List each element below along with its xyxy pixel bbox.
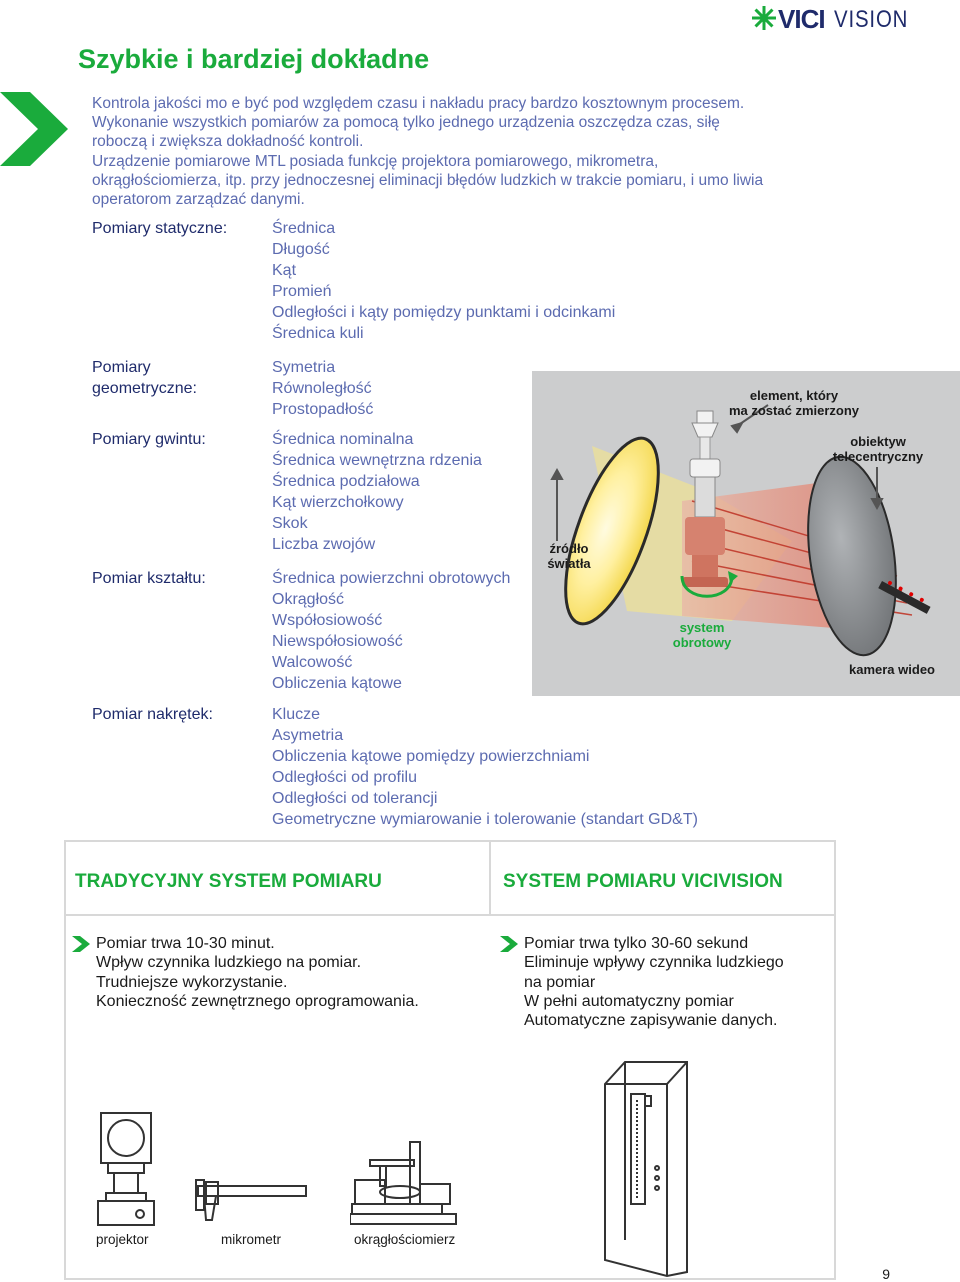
page-title: Szybkie i bardziej dokładne bbox=[78, 44, 430, 74]
list-item: Średnica powierzchni obrotowych bbox=[272, 570, 511, 587]
category-thread-label: Pomiary gwintu: bbox=[92, 431, 206, 448]
intro-line: Wykonanie wszystkich pomiarów za pomocą tylko jednego urządzenia oszczędza czas, siłę bbox=[92, 114, 720, 132]
label-rotary-system: system obrotowy bbox=[672, 620, 732, 650]
list-item: Trudniejsze wykorzystanie. bbox=[96, 973, 288, 991]
list-item: Odległości i kąty pomiędzy punktami i odcinkami bbox=[272, 304, 616, 321]
logo-star-icon bbox=[752, 6, 776, 30]
intro-line: operatorom zarządzać danymi. bbox=[92, 191, 305, 209]
list-item: Współosiowość bbox=[272, 612, 383, 629]
category-static-items bbox=[272, 218, 615, 344]
list-item: Konieczność zewnętrznego oprogramowania. bbox=[96, 992, 419, 1010]
list-item: Kąt wierzchołkowy bbox=[272, 494, 404, 511]
list-item: Okrągłość bbox=[272, 591, 345, 608]
list-item: Pomiar trwa tylko 30-60 sekund bbox=[524, 935, 749, 952]
category-static-label: Pomiary statyczne: bbox=[92, 220, 228, 237]
caption-micrometer: mikrometr bbox=[221, 1232, 281, 1247]
intro-line: Urządzenie pomiarowe MTL posiada funkcję projektora pomiarowego, mikrometra, bbox=[92, 152, 659, 170]
list-item: Promień bbox=[272, 283, 332, 300]
list-item: Obliczenia kątowe bbox=[272, 675, 402, 692]
measurement-diagram bbox=[532, 371, 960, 696]
intro-line: okrągłościomierza, itp. przy jednoczesnej eliminacji błędów ludzkich w trakcie pomiaru, i umo liwia bbox=[92, 171, 764, 189]
vicivision-logo bbox=[752, 4, 909, 34]
roundness-tester-icon bbox=[350, 1140, 460, 1226]
list-item: Eliminuje wpływy czynnika ludzkiego bbox=[524, 954, 784, 972]
green-chevron-icon bbox=[500, 936, 520, 952]
list-item: Średnica nominalna bbox=[272, 431, 414, 448]
list-item: Automatyczne zapisywanie danych. bbox=[524, 1012, 778, 1030]
list-item: Równoległość bbox=[272, 380, 372, 397]
list-item: Wpływ czynnika ludzkiego na pomiar. bbox=[96, 954, 362, 972]
list-item: Średnica wewnętrzna rdzenia bbox=[272, 452, 482, 469]
list-item: Długość bbox=[272, 241, 330, 258]
label-video-camera: kamera wideo bbox=[849, 662, 935, 677]
list-item: Średnica kuli bbox=[272, 325, 364, 342]
logo-text-bold: VICI bbox=[778, 4, 825, 34]
caption-projector: projektor bbox=[96, 1232, 149, 1247]
list-item: W pełni automatyczny pomiar bbox=[524, 992, 734, 1010]
vicivision-title: SYSTEM POMIARU VICIVISION bbox=[503, 871, 783, 892]
category-nuts-items bbox=[272, 704, 698, 830]
category-geometric-label bbox=[92, 357, 197, 399]
traditional-list bbox=[96, 934, 419, 1011]
caption-roundness: okrągłościomierz bbox=[354, 1232, 456, 1247]
vicivision-list bbox=[524, 934, 784, 1030]
list-item: Odległości od tolerancji bbox=[272, 790, 438, 807]
comparison-divider bbox=[489, 840, 491, 916]
category-label-line: geometryczne: bbox=[92, 380, 197, 397]
list-item: Skok bbox=[272, 515, 308, 532]
telecentric-lens bbox=[796, 451, 907, 661]
green-chevron-icon bbox=[72, 936, 92, 952]
list-item: Średnica bbox=[272, 220, 336, 237]
list-item: Symetria bbox=[272, 359, 336, 376]
label-light-source: źródło światła bbox=[547, 541, 591, 571]
diagram-illustration bbox=[532, 371, 960, 696]
list-item: Odległości od profilu bbox=[272, 769, 417, 786]
category-nuts-label: Pomiar nakrętek: bbox=[92, 706, 213, 723]
category-geometric-items bbox=[272, 357, 373, 420]
list-item: Walcowość bbox=[272, 654, 353, 671]
logo-text-light: VISION bbox=[834, 6, 909, 33]
list-item: Niewspółosiowość bbox=[272, 633, 403, 650]
category-label-line: Pomiary bbox=[92, 359, 151, 376]
page-number: 9 bbox=[882, 1266, 890, 1282]
category-shape-items bbox=[272, 568, 510, 694]
list-item: Pomiar trwa 10-30 minut. bbox=[96, 935, 275, 952]
projector-icon bbox=[96, 1108, 156, 1228]
list-item: Średnica podziałowa bbox=[272, 473, 420, 490]
green-chevron-icon bbox=[0, 92, 68, 166]
list-item: Obliczenia kątowe pomiędzy powierzchniami bbox=[272, 748, 590, 765]
traditional-title: TRADYCYJNY SYSTEM POMIARU bbox=[75, 871, 382, 892]
list-item: Geometryczne wymiarowanie i tolerowanie (standart GD&T) bbox=[272, 811, 698, 828]
list-item: na pomiar bbox=[524, 973, 596, 991]
vicivision-machine-icon bbox=[601, 1060, 689, 1278]
list-item: Liczba zwojów bbox=[272, 536, 376, 553]
category-thread-items bbox=[272, 429, 482, 555]
label-telecentric-lens: obiektyw telecentryczny bbox=[832, 434, 924, 464]
list-item: Asymetria bbox=[272, 727, 344, 744]
caliper-icon bbox=[192, 1176, 310, 1224]
list-item: Klucze bbox=[272, 706, 321, 723]
intro-paragraph bbox=[92, 94, 852, 209]
list-item: Kąt bbox=[272, 262, 297, 279]
list-item: Prostopadłość bbox=[272, 401, 374, 418]
category-shape-label: Pomiar kształtu: bbox=[92, 570, 206, 587]
label-element: element, który ma zostać zmierzony bbox=[728, 388, 860, 418]
intro-line: Kontrola jakości mo e być pod względem czasu i nakładu pracy bardzo kosztownym procesem. bbox=[92, 95, 745, 112]
intro-line: roboczą i zwiększa dokładność kontroli. bbox=[92, 133, 364, 151]
